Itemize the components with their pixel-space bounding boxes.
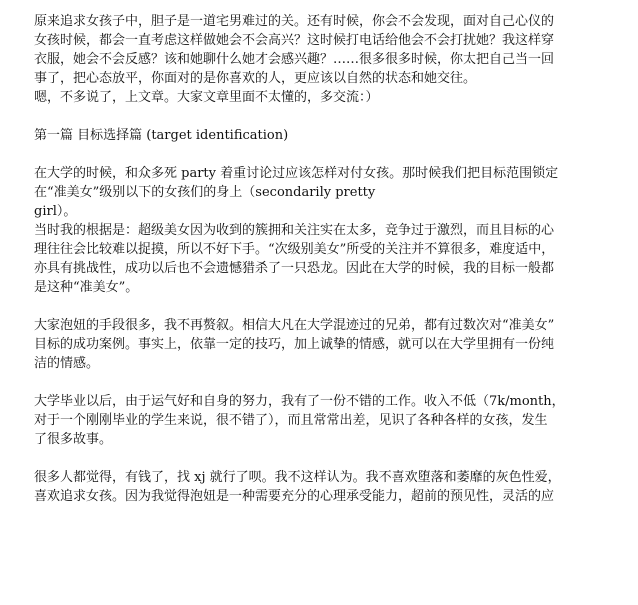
text-line: 女孩时候，都会一直考虑这样做她会不会高兴？这时候打电话给他会不会打扰她？我这样穿 xyxy=(34,33,555,48)
text-line: 在“准美女”级别以下的女孩们的身上（secondarily pretty xyxy=(34,185,376,200)
text-line: 了很多故事。 xyxy=(34,432,113,447)
document-page xyxy=(34,12,604,506)
section-title-text: 第一篇 目标选择篇 (target identification) xyxy=(34,128,289,143)
body-paragraph-3 xyxy=(34,392,604,449)
body-paragraph-4 xyxy=(34,468,604,506)
intro-paragraph xyxy=(34,12,604,107)
paragraph-gap xyxy=(34,297,604,316)
section-title xyxy=(34,126,604,145)
text-line: 嗯，不多说了，上文章。大家文章里面不太懂的，多交流：） xyxy=(34,90,379,105)
text-line: 事了，把心态放平，你面对的是你喜欢的人，更应该以自然的状态和她交往。 xyxy=(34,71,477,86)
paragraph-gap xyxy=(34,107,604,126)
paragraph-gap xyxy=(34,145,604,164)
text-line: 亦具有挑战性，成功以后也不会遗憾猎杀了一只恐龙。因此在大学的时候，我的目标一般都 xyxy=(34,261,555,276)
paragraph-gap xyxy=(34,449,604,468)
text-line: 很多人都觉得，有钱了，找 xj 就行了呗。我不这样认为。我不喜欢堕落和萎靡的灰色性爱， xyxy=(34,470,561,485)
text-line: 理往往会比较难以捉摸，所以不好下手。“次级别美女”所受的关注并不算很多，难度适中， xyxy=(34,242,555,257)
text-line: 喜欢追求女孩。因为我觉得泡妞是一种需要充分的心理承受能力，超前的预见性，灵活的应 xyxy=(34,489,555,504)
text-line: 大家泡妞的手段很多，我不再赘叙。相信大凡在大学混迹过的兄弟，都有过数次对“准美女” xyxy=(34,318,555,333)
body-paragraph-1 xyxy=(34,164,604,297)
paragraph-gap xyxy=(34,373,604,392)
text-line: girl）。 xyxy=(34,204,77,219)
text-line: 原来追求女孩子中，胆子是一道宅男难过的关。还有时候，你会不会发现，面对自己心仪的 xyxy=(34,14,555,29)
text-line: 衣服，她会不会反感？该和她聊什么她才会感兴趣？……很多很多时候，你太把自己当一回 xyxy=(34,52,555,67)
text-line: 大学毕业以后，由于运气好和自身的努力，我有了一份不错的工作。收入不低（7k/month， xyxy=(34,394,565,409)
text-line: 目标的成功案例。事实上，依靠一定的技巧，加上诚挚的情感，就可以在大学里拥有一份纯 xyxy=(34,337,555,352)
text-line: 洁的情感。 xyxy=(34,356,100,371)
body-paragraph-2 xyxy=(34,316,604,373)
text-line: 是这种“准美女”。 xyxy=(34,280,139,295)
text-line: 当时我的根据是：超级美女因为收到的簇拥和关注实在太多，竞争过于激烈，而且目标的心 xyxy=(34,223,555,238)
text-line: 对于一个刚刚毕业的学生来说，很不错了），而且常常出差，见识了各种各样的女孩，发生 xyxy=(34,413,548,428)
text-line: 在大学的时候，和众多死 party 着重讨论过应该怎样对付女孩。那时候我们把目标范围锁定 xyxy=(34,166,559,181)
